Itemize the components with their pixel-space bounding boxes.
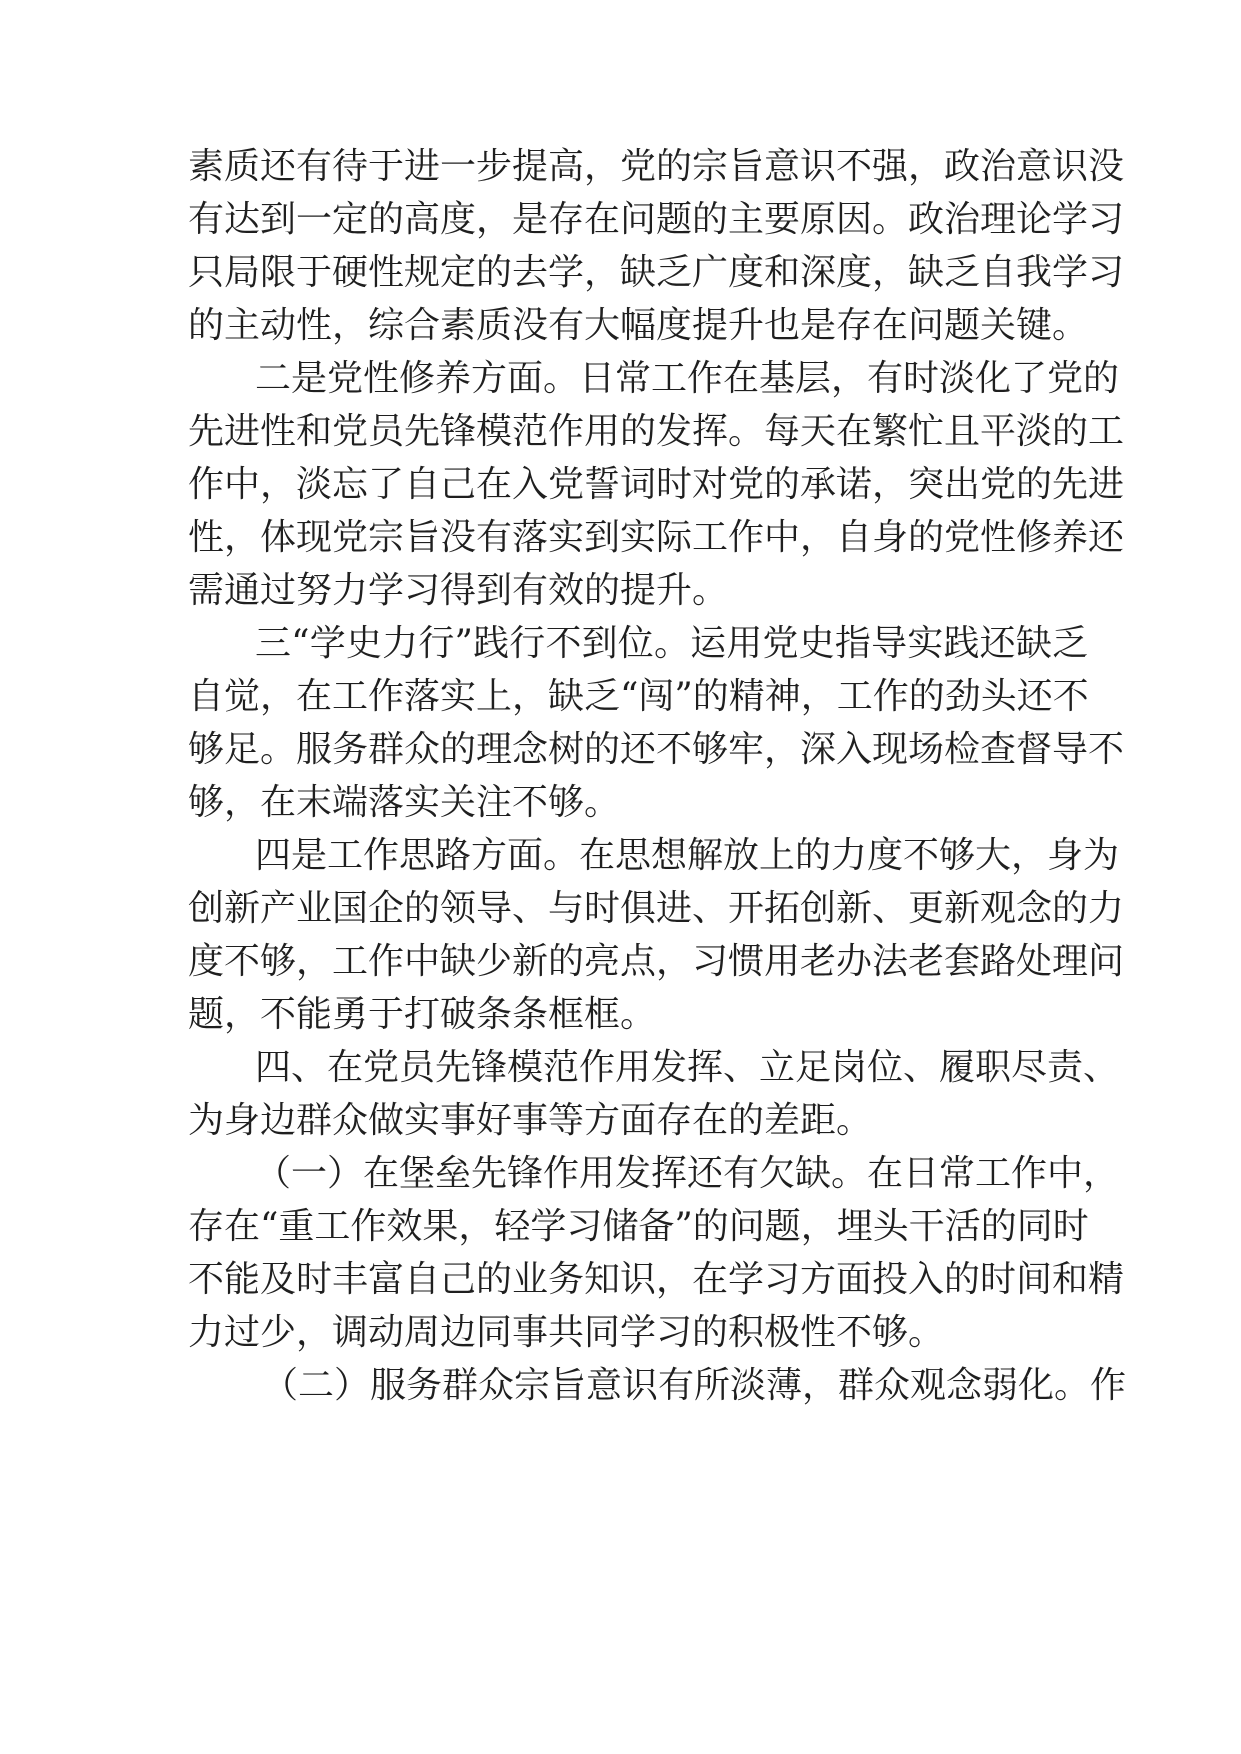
text-line: 有达到一定的高度，是存在问题的主要原因。政治理论学习 (188, 199, 1125, 240)
paragraph-first-line: 三“学史力行”践行不到位。运用党史指导实践还缺乏 (255, 623, 1088, 664)
paragraph-first-line: （二）服务群众宗旨意识有所淡薄，群众观念弱化。作 (262, 1365, 1127, 1406)
text-line: 只局限于硬性规定的去学，缺乏广度和深度，缺乏自我学习 (188, 252, 1125, 293)
text-line: 素质还有待于进一步提高，党的宗旨意识不强，政治意识没 (188, 146, 1125, 187)
paragraph-first-line: 二是党性修养方面。日常工作在基层，有时淡化了党的 (255, 358, 1120, 399)
text-line: 需通过努力学习得到有效的提升。 (188, 570, 729, 611)
text-line: 作中，淡忘了自己在入党誓词时对党的承诺，突出党的先进 (188, 464, 1125, 505)
text-line: 存在“重工作效果，轻学习储备”的问题，埋头干活的同时 (188, 1206, 1089, 1247)
text-line: 题，不能勇于打破条条框框。 (188, 994, 657, 1035)
text-line: 自觉，在工作落实上，缺乏“闯”的精神，工作的劲头还不 (188, 676, 1089, 717)
text-line: 力过少，调动周边同事共同学习的积极性不够。 (188, 1312, 945, 1353)
paragraph-first-line: 四是工作思路方面。在思想解放上的力度不够大，身为 (255, 835, 1120, 876)
text-line: 不能及时丰富自己的业务知识，在学习方面投入的时间和精 (188, 1259, 1125, 1300)
text-line: 够足。服务群众的理念树的还不够牢，深入现场检查督导不 (188, 729, 1125, 770)
text-line: 创新产业国企的领导、与时俱进、开拓创新、更新观念的力 (188, 888, 1125, 929)
text-line: 度不够，工作中缺少新的亮点，习惯用老办法老套路处理问 (188, 941, 1125, 982)
text-line: 够，在末端落实关注不够。 (188, 782, 621, 823)
section-heading-continued: 为身边群众做实事好事等方面存在的差距。 (188, 1100, 873, 1141)
text-line: 先进性和党员先锋模范作用的发挥。每天在繁忙且平淡的工 (188, 411, 1125, 452)
text-line: 性，体现党宗旨没有落实到实际工作中，自身的党性修养还 (188, 517, 1125, 558)
section-heading: 四、在党员先锋模范作用发挥、立足岗位、履职尽责、 (255, 1047, 1120, 1088)
paragraph-first-line: （一）在堡垒先锋作用发挥还有欠缺。在日常工作中， (255, 1153, 1120, 1194)
text-line: 的主动性，综合素质没有大幅度提升也是存在问题关键。 (188, 305, 1089, 346)
